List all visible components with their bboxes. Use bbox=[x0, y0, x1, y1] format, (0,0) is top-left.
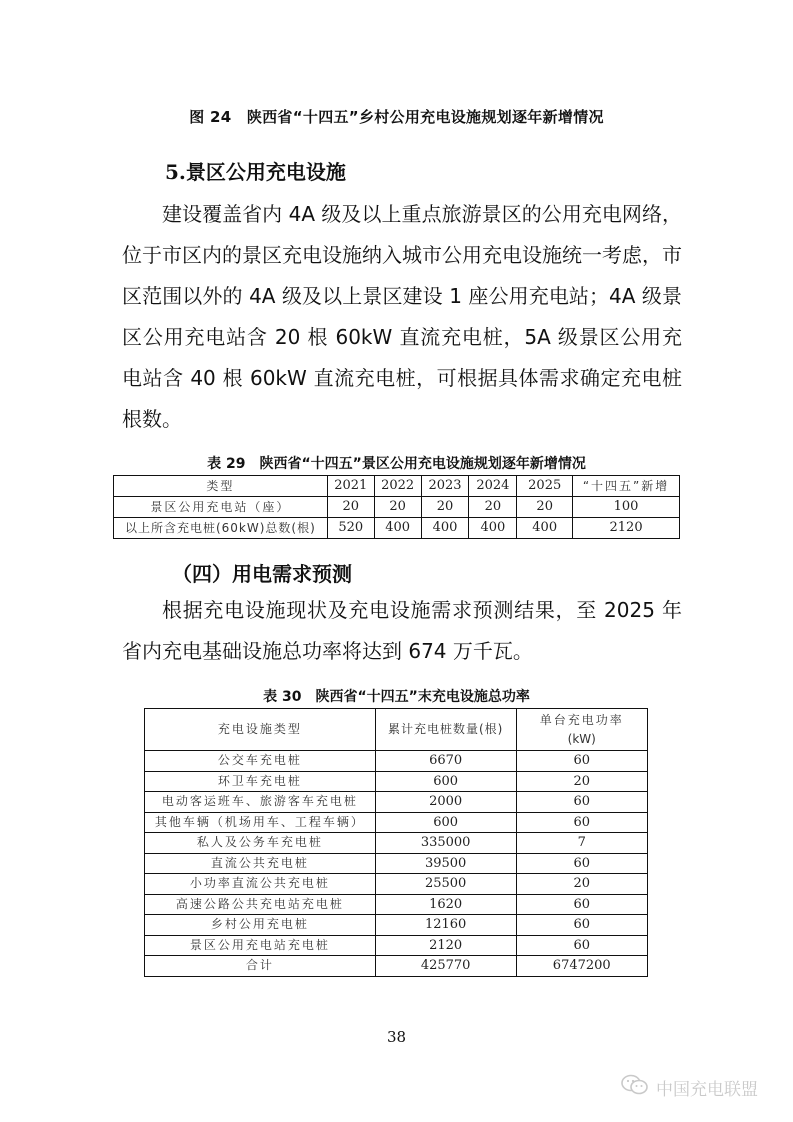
table-cell: 2120 bbox=[375, 935, 516, 956]
table-cell: 20 bbox=[327, 497, 374, 518]
table-cell: 20 bbox=[516, 771, 648, 792]
table30-header: 充电设施类型 bbox=[145, 709, 376, 751]
table-cell: 25500 bbox=[375, 874, 516, 895]
table-cell: 335000 bbox=[375, 833, 516, 854]
section-heading: 5.景区公用充电设施 bbox=[165, 160, 346, 184]
table29-header: 2022 bbox=[374, 476, 421, 497]
table-cell: 400 bbox=[374, 518, 421, 539]
table-cell: 12160 bbox=[375, 915, 516, 936]
table30-header-row bbox=[145, 709, 648, 751]
table-cell: 600 bbox=[375, 771, 516, 792]
table-cell: 直流公共充电桩 bbox=[145, 853, 376, 874]
page-number: 38 bbox=[386, 1028, 407, 1046]
table30-caption: 表 30 陕西省“十四五”末充电设施总功率 bbox=[263, 689, 530, 705]
table-cell: 100 bbox=[573, 497, 680, 518]
table-cell: 环卫车充电桩 bbox=[145, 771, 376, 792]
table-cell: 以上所含充电桩(60kW)总数(根) bbox=[114, 518, 328, 539]
table30-header bbox=[516, 709, 648, 751]
table-cell: 6670 bbox=[375, 751, 516, 772]
table30 bbox=[144, 708, 648, 977]
table-cell: 20 bbox=[516, 874, 648, 895]
table-cell: 60 bbox=[516, 792, 648, 813]
table29-header: 类型 bbox=[114, 476, 328, 497]
table29 bbox=[113, 475, 680, 539]
table-row bbox=[145, 792, 648, 813]
table-row bbox=[114, 497, 680, 518]
table29-header: 2024 bbox=[469, 476, 517, 497]
table-cell: 6747200 bbox=[516, 956, 648, 977]
table-row bbox=[145, 874, 648, 895]
table30-header-unit: (kW) bbox=[567, 731, 596, 746]
table-row bbox=[114, 518, 680, 539]
table30-header-line: 单台充电功率 bbox=[539, 712, 624, 727]
table-cell: 60 bbox=[516, 812, 648, 833]
table-cell: 其他车辆（机场用车、工程车辆） bbox=[145, 812, 376, 833]
table-cell: 乡村公用充电桩 bbox=[145, 915, 376, 936]
table30-header: 累计充电桩数量(根) bbox=[375, 709, 516, 751]
table-cell: 电动客运班车、旅游客车充电桩 bbox=[145, 792, 376, 813]
table29-header: “十四五”新增 bbox=[573, 476, 680, 497]
table-row bbox=[145, 894, 648, 915]
figure-caption: 图 24 陕西省“十四五”乡村公用充电设施规划逐年新增情况 bbox=[189, 108, 604, 126]
table-cell: 520 bbox=[327, 518, 374, 539]
wechat-icon bbox=[620, 1073, 650, 1102]
table29-header: 2023 bbox=[421, 476, 469, 497]
table-cell: 高速公路公共充电站充电桩 bbox=[145, 894, 376, 915]
subsection-paragraph: 根据充电设施现状及充电设施需求预测结果，至 2025 年省内充电基础设施总功率将达到 674 万千瓦。 bbox=[122, 598, 682, 663]
table-row bbox=[145, 812, 648, 833]
section-paragraph: 建设覆盖省内 4A 级及以上重点旅游景区的公用充电网络，位于市区内的景区充电设施纳入城市公用充电设施统一考虑，市区范围以外的 4A 级及以上景区建设 1 座公用充电站；4A 级景区公用充电站含 20 根 60kW 直流充电桩，5A 级景区公用充电站含 40 根 60kW 直流充电桩，可根据具体需求确定充电桩根数。 bbox=[122, 202, 682, 431]
table-cell: 公交车充电桩 bbox=[145, 751, 376, 772]
table29-header-row bbox=[114, 476, 680, 497]
table-cell: 60 bbox=[516, 915, 648, 936]
table-cell: 私人及公务车充电桩 bbox=[145, 833, 376, 854]
table29-caption: 表 29 陕西省“十四五”景区公用充电设施规划逐年新增情况 bbox=[207, 456, 586, 472]
table-row bbox=[145, 771, 648, 792]
table-row bbox=[145, 956, 648, 977]
table-cell: 景区公用充电站充电桩 bbox=[145, 935, 376, 956]
watermark-text: 中国充电联盟 bbox=[656, 1080, 758, 1100]
table-cell: 60 bbox=[516, 894, 648, 915]
table-row bbox=[145, 935, 648, 956]
table-cell: 7 bbox=[516, 833, 648, 854]
table-cell: 2000 bbox=[375, 792, 516, 813]
table-row bbox=[145, 833, 648, 854]
table-cell: 39500 bbox=[375, 853, 516, 874]
table-cell: 600 bbox=[375, 812, 516, 833]
table-cell: 合计 bbox=[145, 956, 376, 977]
table-cell: 2120 bbox=[573, 518, 680, 539]
table-cell: 20 bbox=[469, 497, 517, 518]
table29-header: 2025 bbox=[517, 476, 573, 497]
table-cell: 1620 bbox=[375, 894, 516, 915]
table-cell: 400 bbox=[517, 518, 573, 539]
table-cell: 60 bbox=[516, 853, 648, 874]
table-cell: 60 bbox=[516, 935, 648, 956]
watermark bbox=[620, 1073, 758, 1102]
table-cell: 20 bbox=[421, 497, 469, 518]
table-cell: 20 bbox=[374, 497, 421, 518]
subsection-heading: （四）用电需求预测 bbox=[172, 562, 352, 586]
table-cell: 景区公用充电站（座） bbox=[114, 497, 328, 518]
table-cell: 20 bbox=[517, 497, 573, 518]
table-cell: 小功率直流公共充电桩 bbox=[145, 874, 376, 895]
table-cell: 400 bbox=[469, 518, 517, 539]
table-cell: 425770 bbox=[375, 956, 516, 977]
table-row bbox=[145, 853, 648, 874]
table29-header: 2021 bbox=[327, 476, 374, 497]
table-cell: 400 bbox=[421, 518, 469, 539]
table-cell: 60 bbox=[516, 751, 648, 772]
table-row bbox=[145, 915, 648, 936]
table-row bbox=[145, 751, 648, 772]
